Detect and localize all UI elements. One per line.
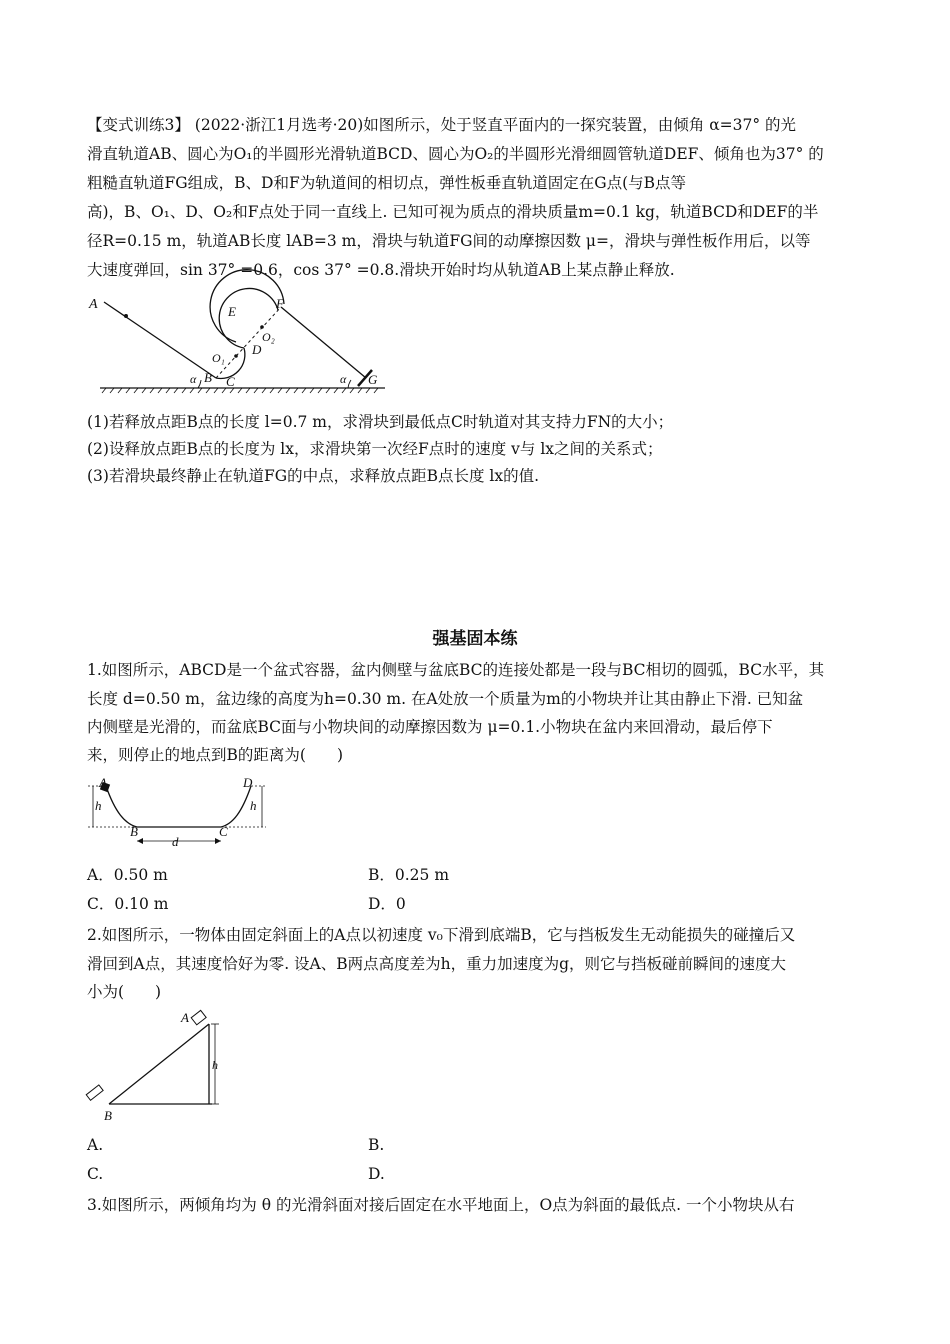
p1-line-3: 内侧壁是光滑的，而盆底BC面与小物块间的动摩擦因数为 μ=0.1.小物块在盆内来回滑动，最后停下 — [87, 718, 773, 736]
incline-label-A: A — [181, 1010, 189, 1025]
label-C: C — [226, 374, 235, 389]
p3-line-1: 3.如图所示，两倾角均为 θ 的光滑斜面对接后固定在水平地面上，O点为斜面的最低点. 一个小物块从右 — [87, 1196, 795, 1214]
p2-line-3: 小为( ) — [87, 983, 162, 1001]
label-A: A — [89, 297, 98, 312]
basin-label-C: C — [219, 824, 228, 839]
question-1: (1)若释放点距B点的长度 l=0.7 m，求滑块到最低点C时轨道对其支持力FN的大小； — [87, 413, 674, 431]
basin-label-B: B — [130, 824, 138, 839]
p1-option-c: C．0.10 m — [87, 895, 169, 913]
section-title: 强基固本练 — [432, 629, 518, 649]
p1-option-a: A．0.50 m — [87, 866, 168, 884]
p2-line-1: 2.如图所示，一物体由固定斜面上的A点以初速度 v₀下滑到底端B，它与挡板发生无动能损失的碰撞后又 — [87, 926, 796, 944]
intro-line-1: 【变式训练3】 (2022·浙江1月选考·20)如图所示，处于竖直平面内的一探究装置，由倾角 α=37° 的光 — [87, 116, 797, 134]
label-alpha-right: α — [340, 372, 347, 386]
label-O2: O₂ — [262, 330, 275, 344]
label-D: D — [252, 342, 262, 357]
intro-line-6: 大速度弹回，sin 37° =0.6，cos 37° =0.8.滑块开始时均从轨道AB上某点静止释放. — [87, 261, 675, 279]
intro-line-4: 高)，B、O₁、D、O₂和F点处于同一直线上. 已知可视为质点的滑块质量m=0.1 kg，轨道BCD和DEF的半 — [87, 203, 819, 221]
label-O1: O₁ — [212, 351, 225, 365]
p1-line-1: 1.如图所示，ABCD是一个盆式容器，盆内侧壁与盆底BC的连接处都是一段与BC相切的圆弧，BC水平，其 — [87, 661, 825, 679]
p1-line-2: 长度 d=0.50 m，盆边缘的高度为h=0.30 m. 在A处放一个质量为m的小物块并让其由静止下滑. 已知盆 — [87, 690, 804, 708]
question-2: (2)设释放点距B点的长度为 lx，求滑块第一次经F点时的速度 v与 lx之间的关系式； — [87, 440, 663, 458]
p2-option-d: D. — [368, 1165, 385, 1183]
p2-option-a: A. — [87, 1136, 104, 1154]
label-alpha-left: α — [190, 372, 197, 386]
p2-option-c: C. — [87, 1165, 104, 1183]
incline-label-h: h — [212, 1058, 218, 1072]
basin-label-d: d — [172, 834, 179, 849]
p2-option-b: B. — [368, 1136, 385, 1154]
label-G: G — [368, 372, 378, 387]
label-B: B — [204, 370, 212, 385]
p2-line-2: 滑回到A点，其速度恰好为零. 设A、B两点高度差为h，重力加速度为g，则它与挡板碰前瞬间的速度大 — [87, 955, 787, 973]
p1-line-4: 来，则停止的地点到B的距离为( ) — [87, 746, 343, 764]
label-F: F — [276, 296, 284, 311]
label-E: E — [228, 304, 236, 319]
intro-line-3: 粗糙直轨道FG组成，B、D和F为轨道间的相切点，弹性板垂直轨道固定在G点(与B点等 — [87, 174, 687, 192]
incline-label-B: B — [104, 1108, 112, 1123]
basin-label-h-right: h — [250, 798, 257, 813]
p1-option-b: B．0.25 m — [368, 866, 450, 884]
intro-line-2: 滑直轨道AB、圆心为O₁的半圆形光滑轨道BCD、圆心为O₂的半圆形光滑细圆管轨道DEF、倾角也为37° 的 — [87, 145, 824, 163]
basin-label-D: D — [243, 775, 253, 790]
intro-line-5: 径R=0.15 m，轨道AB长度 lAB=3 m，滑块与轨道FG间的动摩擦因数 μ=，滑块与弹性板作用后，以等 — [87, 232, 811, 250]
basin-label-A: A — [99, 775, 107, 790]
p1-option-d: D．0 — [368, 895, 406, 913]
basin-label-h-left: h — [95, 798, 102, 813]
question-3: (3)若滑块最终静止在轨道FG的中点，求释放点距B点长度 lx的值. — [87, 467, 540, 485]
